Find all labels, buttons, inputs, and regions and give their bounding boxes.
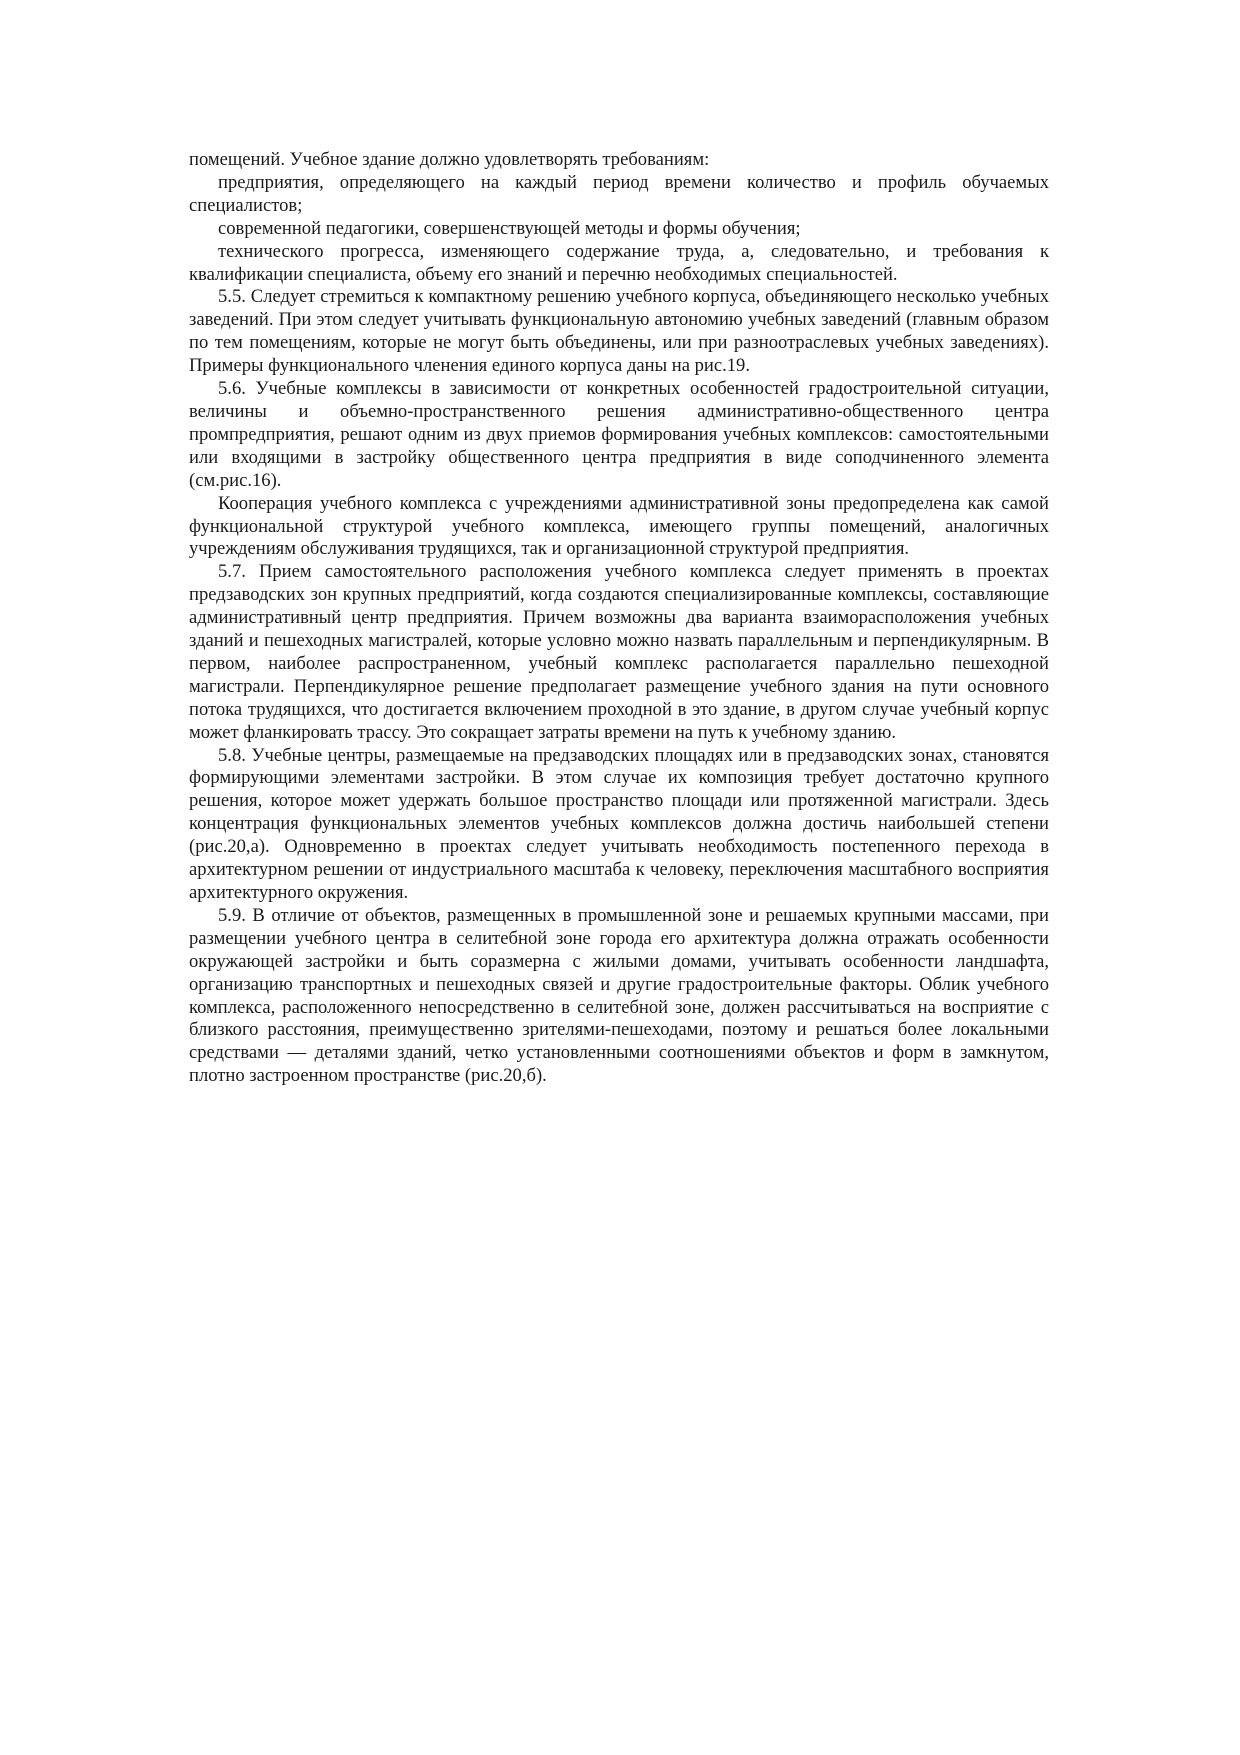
paragraph-requirement-enterprise: предприятия, определяющего на каждый период времени количество и профиль обучаемых специалистов; xyxy=(189,171,1049,216)
paragraph-5-5: 5.5. Следует стремиться к компактному решению учебного корпуса, объединяющего несколько учебных заведений. При этом следует учитывать функциональную автономию учебных заведений (главным образом по тем помещениям, которые не могут быть объединены, или при разноотраслевых учебных заведениях). Примеры функционального членения единого корпуса даны на рис.19. xyxy=(189,286,1049,377)
paragraph-5-9: 5.9. В отличие от объектов, размещенных в промышленной зоне и решаемых крупными массами, при размещении учебного центра в селитебной зоне города его архитектура должна отражать особенности окружающей застройки и быть соразмерна с жилыми домами, учитывать особенности ландшафта, организацию транспортных и пешеходных связей и другие градостроительные факторы. Облик учебного комплекса, расположенного непосредственно в селитебной зоне, должен рассчитываться на восприятие с близкого расстояния, преимущественно зрителями-пешеходами, поэтому и решаться более локальными средствами — деталями зданий, четко установленными соотношениями объектов и форм в замкнутом, плотно застроенном пространстве (рис.20,б). xyxy=(189,904,1049,1087)
paragraph-requirement-progress: технического прогресса, изменяющего содержание труда, а, следовательно, и требования к квалификации специалиста, объему его знаний и перечню необходимых специальностей. xyxy=(189,240,1049,285)
paragraph-5-7: 5.7. Прием самостоятельного расположения учебного комплекса следует применять в проектах предзаводских зон крупных предприятий, когда создаются специализированные комплексы, составляющие административный центр предприятия. Причем возможны два варианта взаиморасположения учебных зданий и пешеходных магистралей, которые условно можно назвать параллельным и перпендикулярным. В первом, наиболее распространенном, учебный комплекс располагается параллельно пешеходной магистрали. Перпендикулярное решение предполагает размещение учебного здания на пути основного потока трудящихся, что достигается включением проходной в это здание, в другом случае учебный корпус может фланкировать трассу. Это сокращает затраты времени на путь к учебному зданию. xyxy=(189,561,1049,743)
paragraph-continuation: помещений. Учебное здание должно удовлетворять требованиям: xyxy=(189,149,710,170)
paragraph-5-8: 5.8. Учебные центры, размещаемые на предзаводских площадях или в предзаводских зонах, становятся формирующими элементами застройки. В этом случае их композиция требует достаточно крупного решения, которое может удержать большое пространство площади или протяженной магистрали. Здесь концентрация функциональных элементов учебных комплексов должна достичь наибольшей степени (рис.20,а). Одновременно в проектах следует учитывать необходимость постепенного перехода в архитектурном решении от индустриального масштаба к человеку, переключения масштабного восприятия архитектурного окружения. xyxy=(189,744,1049,903)
paragraph-5-6: 5.6. Учебные комплексы в зависимости от конкретных особенностей градостроительной ситуации, величины и объемно-пространственного решения административно-общественного центра промпредприятия, решают одним из двух приемов формирования учебных комплексов: самостоятельными или входящими в застройку общественного центра предприятия в виде соподчиненного элемента (см.рис.16). xyxy=(189,378,1049,491)
document-page xyxy=(189,149,1049,1088)
paragraph-cooperation: Кооперация учебного комплекса с учреждениями административной зоны предопределена как самой функциональной структурой учебного комплекса, имеющего группы помещений, аналогичных учреждениям обслуживания трудящихся, так и организационной структурой предприятия. xyxy=(189,492,1049,560)
paragraph-requirement-pedagogy: современной педагогики, совершенствующей методы и формы обучения; xyxy=(218,217,801,239)
